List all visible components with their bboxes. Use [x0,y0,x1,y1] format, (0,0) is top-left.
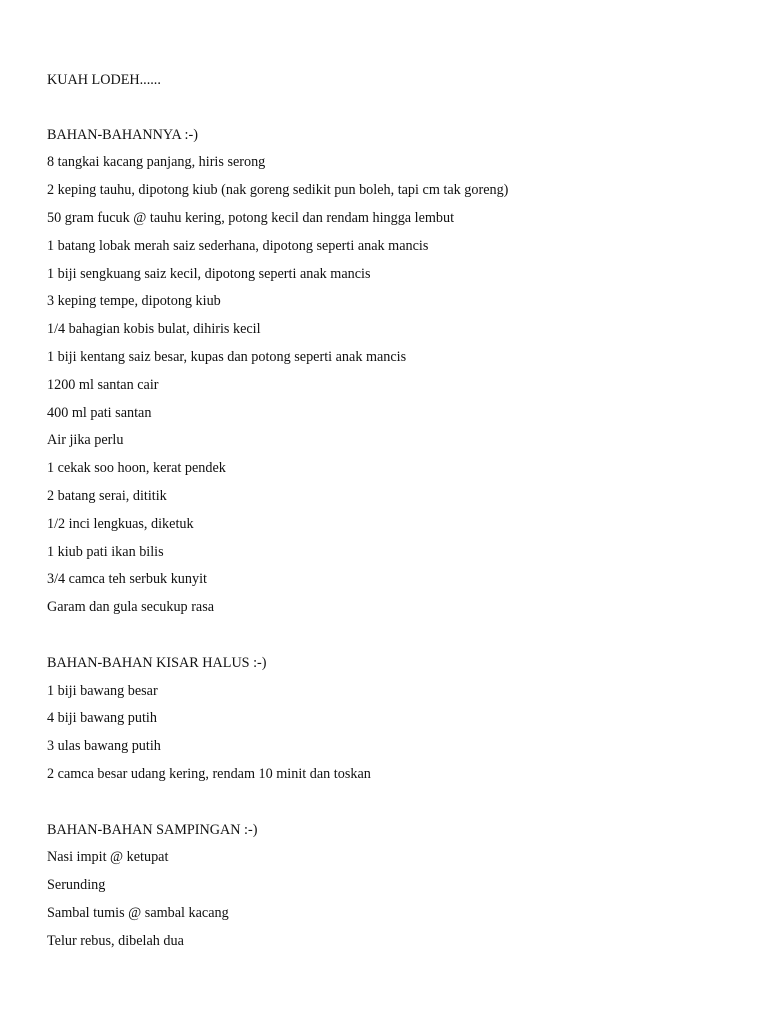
recipe-document [47,71,747,960]
ingredient-item: 3/4 camca teh serbuk kunyit [47,571,207,588]
ingredient-item: 8 tangkai kacang panjang, hiris serong [47,154,266,171]
ingredient-item: 3 ulas bawang putih [47,738,161,755]
ingredient-item: 1 cekak soo hoon, kerat pendek [47,460,226,477]
ingredient-item: 2 camca besar udang kering, rendam 10 minit dan toskan [47,765,371,782]
document-title: KUAH LODEH...... [47,72,161,88]
ingredient-item: 3 keping tempe, dipotong kiub [47,293,221,310]
ingredient-item: 2 keping tauhu, dipotong kiub (nak goreng sedikit pun boleh, tapi cm tak goreng) [47,182,509,199]
side-dish-item: Sambal tumis @ sambal kacang [47,904,229,921]
ingredient-item: 4 biji bawang putih [47,710,157,727]
side-dish-item: Telur rebus, dibelah dua [47,932,184,949]
section-heading-ground-ingredients: BAHAN-BAHAN KISAR HALUS :-) [47,654,267,671]
ingredient-item: 1 kiub pati ikan bilis [47,543,164,560]
ingredient-item: 1 biji bawang besar [47,682,158,699]
side-dish-item: Serunding [47,877,106,894]
ingredient-item: 1 biji kentang saiz besar, kupas dan potong seperti anak mancis [47,348,407,365]
ingredient-item: 400 ml pati santan [47,404,152,421]
section-ingredients [47,126,747,617]
section-ground-ingredients [47,654,747,783]
ingredient-item: 1200 ml santan cair [47,376,159,393]
section-spacer [47,626,747,654]
section-spacer [47,793,747,821]
ingredient-item: 1/4 bahagian kobis bulat, dihiris kecil [47,321,261,338]
ingredient-item: Garam dan gula secukup rasa [47,599,215,616]
section-heading-side-dishes: BAHAN-BAHAN SAMPINGAN :-) [47,821,258,838]
ingredient-item: 50 gram fucuk @ tauhu kering, potong kecil dan rendam hingga lembut [47,209,455,226]
ingredient-item: 1 batang lobak merah saiz sederhana, dipotong seperti anak mancis [47,237,429,254]
section-side-dishes [47,821,747,950]
ingredient-item: 1/2 inci lengkuas, diketuk [47,515,194,532]
ingredient-item: 2 batang serai, dititik [47,487,167,504]
ingredient-item: Air jika perlu [47,432,124,449]
ingredient-item: 1 biji sengkuang saiz kecil, dipotong seperti anak mancis [47,265,371,282]
section-heading-ingredients: BAHAN-BAHANNYA :-) [47,126,198,143]
side-dish-item: Nasi impit @ ketupat [47,849,169,866]
